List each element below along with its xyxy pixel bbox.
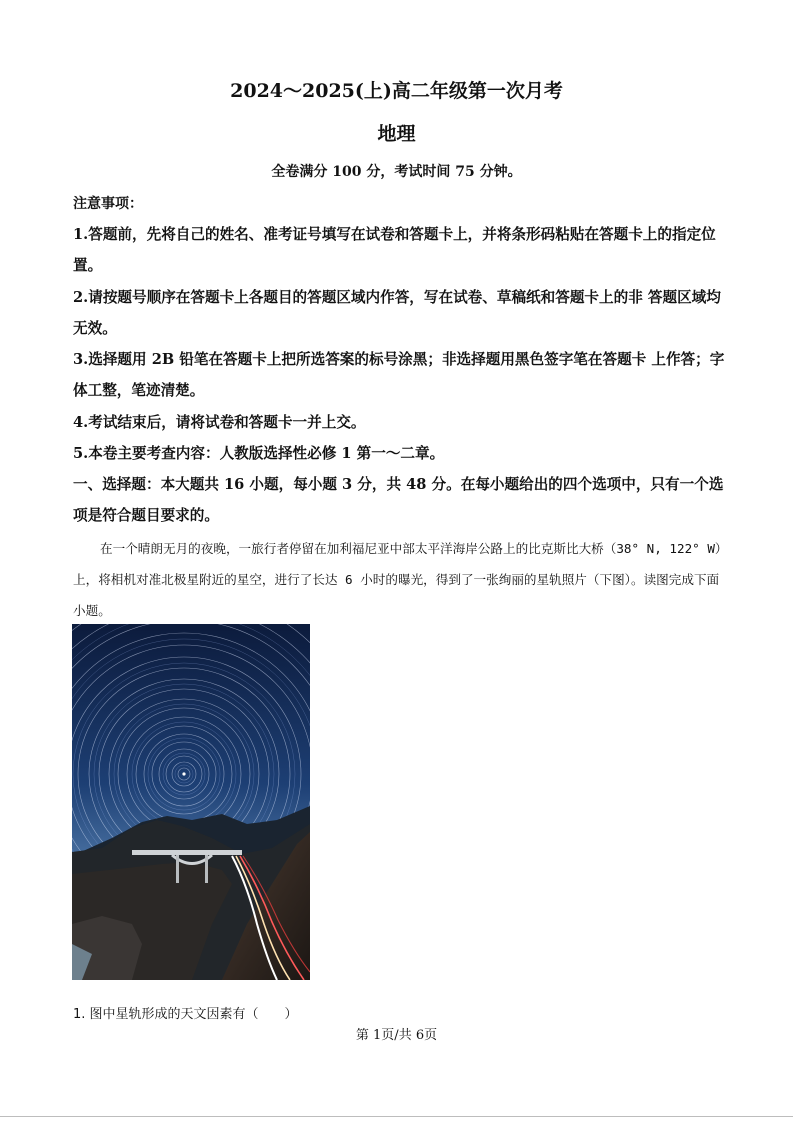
page-edge-rule	[0, 1116, 793, 1117]
notes-heading: 注意事项：	[73, 196, 143, 212]
subject-title: 地理	[377, 123, 416, 145]
note-item-2: 2.请按题号顺序在答题卡上各题目的答题区域内作答，写在试卷、草稿纸和答题卡上的非 答题区域均无效。	[73, 289, 721, 337]
pole-star	[182, 772, 185, 775]
note-item-1: 1.答题前，先将自己的姓名、准考证号填写在试卷和答题卡上，并将条形码粘贴在答题卡上的指定位置。	[73, 226, 716, 274]
section-heading: 一、选择题：本大题共 16 小题，每小题 3 分，共 48 分。在每小题给出的四个选项中，只有一个选项是符合题目要求的。	[73, 476, 724, 524]
exam-title: 2024～2025(上)高二年级第一次月考	[230, 80, 563, 102]
note-item-5: 5.本卷主要考查内容：人教版选择性必修 1 第一～二章。	[73, 445, 445, 462]
page-footer: 第 1页/共 6页	[355, 1028, 438, 1043]
question-1: 1. 图中星轨形成的天文因素有（ ）	[73, 1007, 298, 1022]
exam-meta: 全卷满分 100 分，考试时间 75 分钟。	[271, 164, 522, 180]
note-item-4: 4.考试结束后，请将试卷和答题卡一并上交。	[73, 414, 366, 431]
question-stem: 在一个晴朗无月的夜晚，一旅行者停留在加利福尼亚中部太平洋海岸公路上的比克斯比大桥（38° N, 122° W）上，将相机对准北极星附近的星空，进行了长达 6 小时的曝光，得到了一张绚丽的星轨照片（下图）。读图完成下面小题。	[73, 541, 728, 618]
note-item-3: 3.选择题用 2B 铅笔在答题卡上把所选答案的标号涂黑；非选择题用黑色签字笔在答题卡 上作答；字体工整，笔迹清楚。	[73, 351, 725, 399]
star-trail-photo	[72, 624, 310, 980]
